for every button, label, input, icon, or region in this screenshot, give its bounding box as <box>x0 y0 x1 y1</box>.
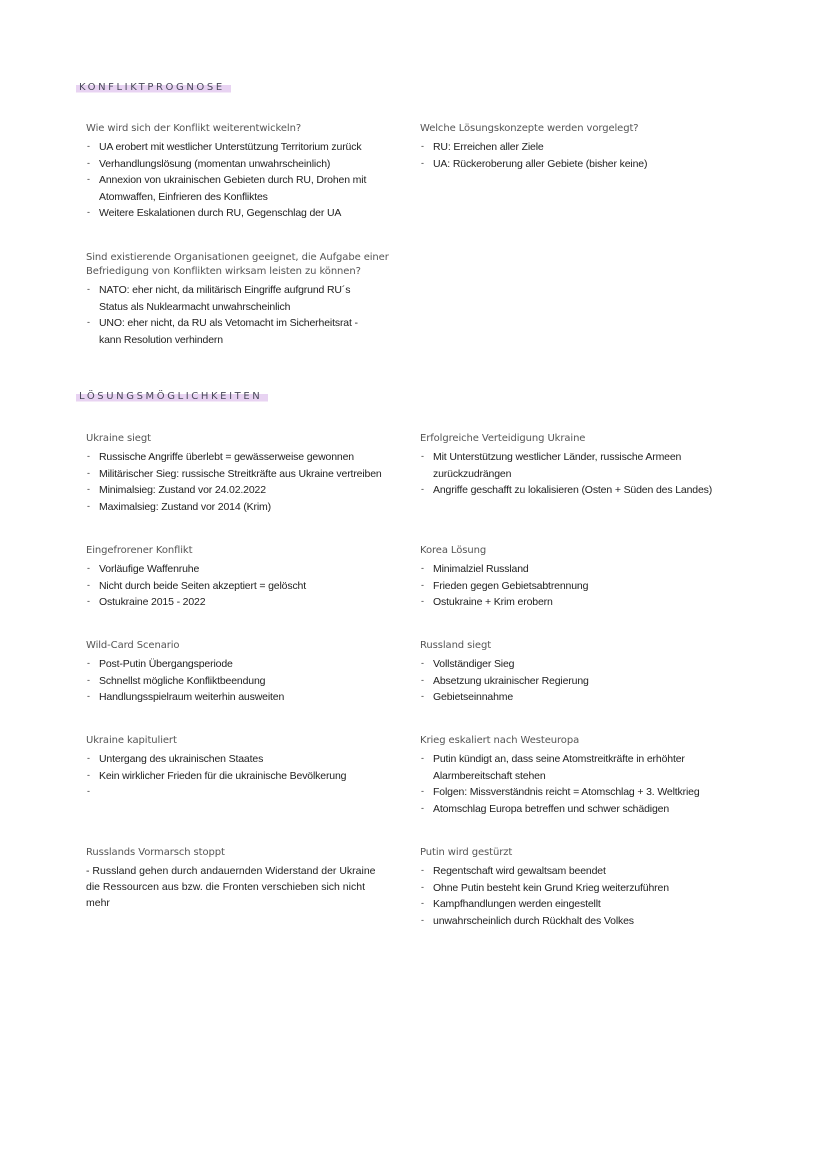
bullet-list <box>420 449 730 499</box>
bullet-text: Atomschlag Europa betreffen und schwer schädigen <box>433 802 670 815</box>
bullet-dash: - <box>87 500 90 511</box>
bullet-dash: - <box>87 174 90 184</box>
bullet-item <box>420 594 730 611</box>
bullet-text: Verhandlungslösung (momentan unwahrscheinlich) <box>99 157 331 170</box>
bullet-list <box>86 751 396 796</box>
bullet-text: NATO: eher nicht, da militärisch Eingriffe aufgrund RU´s Status als Nuklearmacht unwahrscheinlich <box>99 284 351 313</box>
bullet-item <box>86 466 396 483</box>
bullet-item <box>86 673 396 690</box>
bullet-item <box>86 449 396 466</box>
bullet-text: Nicht durch beide Seiten akzeptiert = gelöscht <box>99 579 307 592</box>
bullet-item <box>86 751 396 768</box>
bullet-dash: - <box>421 157 424 168</box>
bullet-dash: - <box>421 786 424 796</box>
block-heading: Ukraine kapituliert <box>86 735 177 746</box>
bullet-item <box>86 139 386 156</box>
bullet-text: Putin kündigt an, dass seine Atomstreitkräfte in erhöhter Alarmbereitschaft stehen <box>433 753 685 782</box>
bullet-text: UNO: eher nicht, da RU als Vetomacht im Sicherheitsrat - kann Resolution verhindern <box>99 317 358 346</box>
bullet-item <box>420 561 730 578</box>
bullet-list <box>420 863 730 929</box>
block-vormarsch-stoppt <box>86 846 386 911</box>
bullet-item <box>420 139 720 156</box>
bullet-item <box>420 784 712 801</box>
bullet-text: Handlungsspielraum weiterhin ausweiten <box>99 691 285 703</box>
block-weiterentwicklung <box>86 122 386 222</box>
bullet-list <box>86 561 396 611</box>
block-heading: Russland siegt <box>420 640 492 651</box>
block-heading: Eingefrorener Konflikt <box>86 545 193 556</box>
bullet-dash: - <box>421 451 424 461</box>
block-heading: Welche Lösungskonzepte werden vorgelegt? <box>420 123 639 134</box>
block-putin-gestuerzt <box>420 846 730 929</box>
bullet-list <box>420 656 730 706</box>
bullet-text: Weitere Eskalationen durch RU, Gegenschlag der UA <box>99 207 342 219</box>
bullet-item <box>420 896 730 913</box>
bullet-list <box>420 751 712 817</box>
bullet-dash: - <box>87 786 90 796</box>
bullet-text: Frieden gegen Gebietsabtrennung <box>433 579 589 592</box>
block-heading: Erfolgreiche Verteidigung Ukraine <box>420 433 586 444</box>
bullet-item <box>420 578 730 595</box>
bullet-dash: - <box>421 753 424 763</box>
bullet-item <box>420 449 730 482</box>
bullet-item <box>420 801 712 818</box>
bullet-dash: - <box>87 769 90 780</box>
bullet-text: Minimalziel Russland <box>433 563 529 575</box>
bullet-dash: - <box>87 484 90 494</box>
bullet-text: Absetzung ukrainischer Regierung <box>433 674 589 687</box>
block-erfolgreiche-verteidigung <box>420 432 730 499</box>
bullet-dash: - <box>421 865 424 875</box>
bullet-list <box>420 561 730 611</box>
bullet-dash: - <box>421 658 424 668</box>
bullet-item <box>86 205 386 222</box>
bullet-dash: - <box>87 141 90 151</box>
bullet-text: Post-Putin Übergangsperiode <box>99 658 233 670</box>
bullet-text: Folgen: Missverständnis reicht = Atomschlag + 3. Weltkrieg <box>433 786 700 798</box>
block-heading: Wie wird sich der Konflikt weiterentwickeln? <box>86 123 302 134</box>
bullet-text: Maximalsieg: Zustand vor 2014 (Krim) <box>99 500 271 513</box>
bullet-list <box>86 449 396 515</box>
bullet-text: Angriffe geschafft zu lokalisieren (Osten + Süden des Landes) <box>433 484 713 496</box>
block-krieg-eskaliert <box>420 734 720 817</box>
bullet-text: Ostukraine + Krim erobern <box>433 596 553 608</box>
bullet-text: Russische Angriffe überlebt = gewässerweise gewonnen <box>99 451 354 463</box>
bullet-dash: - <box>87 563 90 573</box>
bullet-item <box>86 282 376 315</box>
bullet-text: Gebietseinnahme <box>433 691 514 703</box>
bullet-dash: - <box>87 207 90 217</box>
block-wild-card-scenario <box>86 639 396 706</box>
bullet-item <box>86 768 396 785</box>
block-heading: Wild-Card Scenario <box>86 640 180 651</box>
bullet-item <box>86 561 396 578</box>
bullet-dash: - <box>421 802 424 813</box>
block-text: - Russland gehen durch andauernden Widerstand der Ukraine die Ressourcen aus bzw. die Fronten verschieben sich nicht mehr <box>86 865 376 909</box>
bullet-item <box>86 156 386 173</box>
block-heading: Krieg eskaliert nach Westeuropa <box>420 735 580 746</box>
bullet-text: Militärischer Sieg: russische Streitkräfte aus Ukraine vertreiben <box>99 467 382 480</box>
section-title-loesungsmoeglichkeiten: LÖSUNGSMÖGLICHKEITEN <box>76 389 268 404</box>
bullet-text: UA: Rückeroberung aller Gebiete (bisher keine) <box>433 157 648 170</box>
bullet-item <box>86 315 376 348</box>
bullet-dash: - <box>421 691 424 701</box>
bullet-dash: - <box>87 157 90 168</box>
block-loesungskonzepte <box>420 122 720 172</box>
bullet-dash: - <box>421 596 424 606</box>
bullet-item <box>420 156 720 173</box>
block-russland-siegt <box>420 639 730 706</box>
bullet-dash: - <box>421 141 424 151</box>
bullet-dash: - <box>87 579 90 590</box>
bullet-text: Kein wirklicher Frieden für die ukrainische Bevölkerung <box>99 769 347 782</box>
bullet-text: Ohne Putin besteht kein Grund Krieg weiterzuführen <box>433 881 669 894</box>
bullet-item <box>420 913 730 930</box>
bullet-item <box>420 656 730 673</box>
bullet-text: Vorläufige Waffenruhe <box>99 563 200 575</box>
bullet-item <box>420 482 730 499</box>
bullet-item <box>420 863 730 880</box>
bullet-text: RU: Erreichen aller Ziele <box>433 141 544 153</box>
block-eingefrorener-konflikt <box>86 544 396 611</box>
block-organisationen <box>86 251 406 348</box>
bullet-text: Kampfhandlungen werden eingestellt <box>433 898 601 910</box>
bullet-dash: - <box>87 596 90 606</box>
bullet-dash: - <box>421 914 424 925</box>
bullet-dash: - <box>87 317 90 327</box>
bullet-text: UA erobert mit westlicher Unterstützung Territorium zurück <box>99 141 362 153</box>
block-heading: Putin wird gestürzt <box>420 847 513 858</box>
bullet-item <box>420 751 712 784</box>
bullet-dash: - <box>421 484 424 494</box>
bullet-item <box>420 880 730 897</box>
bullet-item <box>86 578 396 595</box>
bullet-text: Minimalsieg: Zustand vor 24.02.2022 <box>99 484 266 496</box>
block-ukraine-siegt <box>86 432 396 515</box>
bullet-item <box>420 689 730 706</box>
bullet-list <box>86 139 386 222</box>
bullet-list <box>86 656 396 706</box>
bullet-dash: - <box>421 898 424 908</box>
bullet-dash: - <box>87 658 90 668</box>
block-heading: Russlands Vormarsch stoppt <box>86 847 225 858</box>
bullet-item <box>86 172 386 205</box>
bullet-dash: - <box>87 467 90 478</box>
bullet-text: Untergang des ukrainischen Staates <box>99 753 264 765</box>
block-heading: Korea Lösung <box>420 545 487 556</box>
block-korea-loesung <box>420 544 730 611</box>
bullet-dash: - <box>421 563 424 573</box>
block-heading: Ukraine siegt <box>86 433 151 444</box>
bullet-item <box>86 594 396 611</box>
bullet-item <box>86 689 396 706</box>
section-title-konfliktprognose: KONFLIKTPROGNOSE <box>76 80 231 95</box>
bullet-dash: - <box>87 674 90 685</box>
bullet-item <box>86 482 396 499</box>
bullet-text: unwahrscheinlich durch Rückhalt des Volkes <box>433 914 634 927</box>
bullet-text: Vollständiger Sieg <box>433 658 515 670</box>
bullet-item <box>86 656 396 673</box>
bullet-text: Annexion von ukrainischen Gebieten durch RU, Drohen mit Atomwaffen, Einfrieren des Konfliktes <box>99 174 367 203</box>
bullet-list <box>420 139 720 172</box>
bullet-item <box>86 499 396 516</box>
bullet-text: Mit Unterstützung westlicher Länder, russische Armeen zurückzudrängen <box>433 451 682 480</box>
bullet-dash: - <box>87 451 90 461</box>
bullet-dash: - <box>87 691 90 701</box>
bullet-item <box>420 673 730 690</box>
bullet-text: Regentschaft wird gewaltsam beendet <box>433 865 606 877</box>
block-heading: Sind existierende Organisationen geeignet, die Aufgabe einer Befriedigung von Konflikten wirksam leisten zu können? <box>86 252 389 277</box>
bullet-list <box>86 282 376 348</box>
bullet-dash: - <box>421 881 424 892</box>
bullet-dash: - <box>421 579 424 590</box>
bullet-text: Ostukraine 2015 - 2022 <box>99 596 206 608</box>
bullet-dash: - <box>421 674 424 685</box>
bullet-dash: - <box>87 284 90 294</box>
bullet-text: Schnellst mögliche Konfliktbeendung <box>99 674 266 687</box>
block-ukraine-kapituliert <box>86 734 396 796</box>
bullet-dash: - <box>87 753 90 763</box>
